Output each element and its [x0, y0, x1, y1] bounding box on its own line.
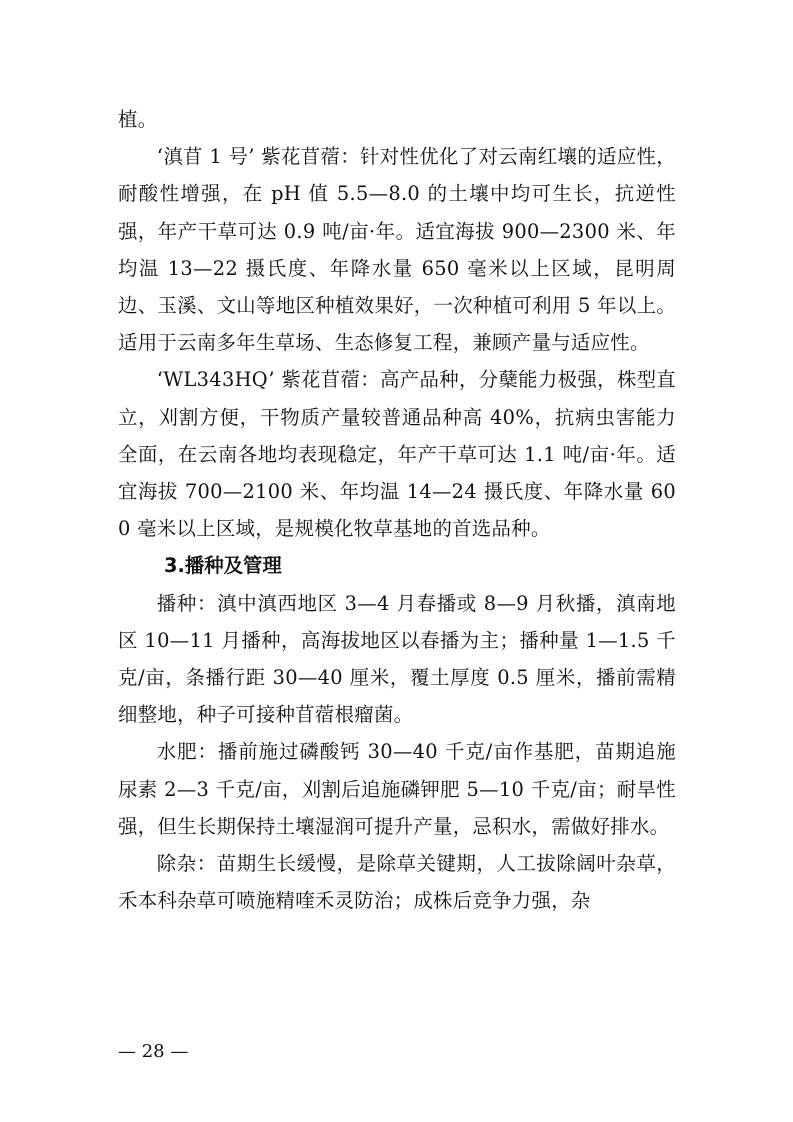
document-body [118, 101, 676, 919]
paragraph-weeding: 除杂：苗期生长缓慢，是除草关键期，人工拔除阔叶杂草，禾本科杂草可喷施精喹禾灵防治；成株后竞争力强，杂 [118, 852, 676, 913]
paragraph-variety-wl343hq: ‘WL343HQ’ 紫花苜蓿：高产品种，分蘖能力极强，株型直立，刈割方便，干物质产量较普通品种高 40%，抗病虫害能力全面，在云南各地均表现稳定，年产干草可达 1.1 吨/亩·年。适宜海拔 700—2100 米、年均温 14—24 摄氏度、年降水量 600 毫米以上区域，是规模化牧草基地的首选品种。 [118, 368, 676, 541]
paragraph-water-fertilizer: 水肥：播前施过磷酸钙 30—40 千克/亩作基肥，苗期追施尿素 2—3 千克/亩，刈割后追施磷钾肥 5—10 千克/亩；耐旱性强，但生长期保持土壤湿润可提升产量，忌积水，需做好排水。 [118, 740, 676, 838]
paragraph-variety-dianmu-1: ‘滇苜 1 号’ 紫花苜蓿：针对性优化了对云南红壤的适应性，耐酸性增强，在 pH 值 5.5—8.0 的土壤中均可生长，抗逆性强，年产干草可达 0.9 吨/亩·年。适宜海拔 900—2300 米、年均温 13—22 摄氏度、年降水量 650 毫米以上区域，昆明周边、玉溪、文山等地区种植效果好，一次种植可利用 5 年以上。适用于云南多年生草场、生态修复工程，兼顾产量与适应性。 [118, 145, 676, 355]
paragraph-continuation: 植。 [118, 108, 158, 131]
paragraph-sowing: 播种：滇中滇西地区 3—4 月春播或 8—9 月秋播，滇南地区 10—11 月播种，高海拔地区以春播为主；播种量 1—1.5 千克/亩，条播行距 30—40 厘米，覆土厚度 0.5 厘米，播前需精细整地，种子可接种苜蓿根瘤菌。 [118, 591, 676, 727]
page-number: — 28 — [118, 1041, 189, 1062]
section-heading-sowing-management: 3.播种及管理 [164, 554, 282, 578]
